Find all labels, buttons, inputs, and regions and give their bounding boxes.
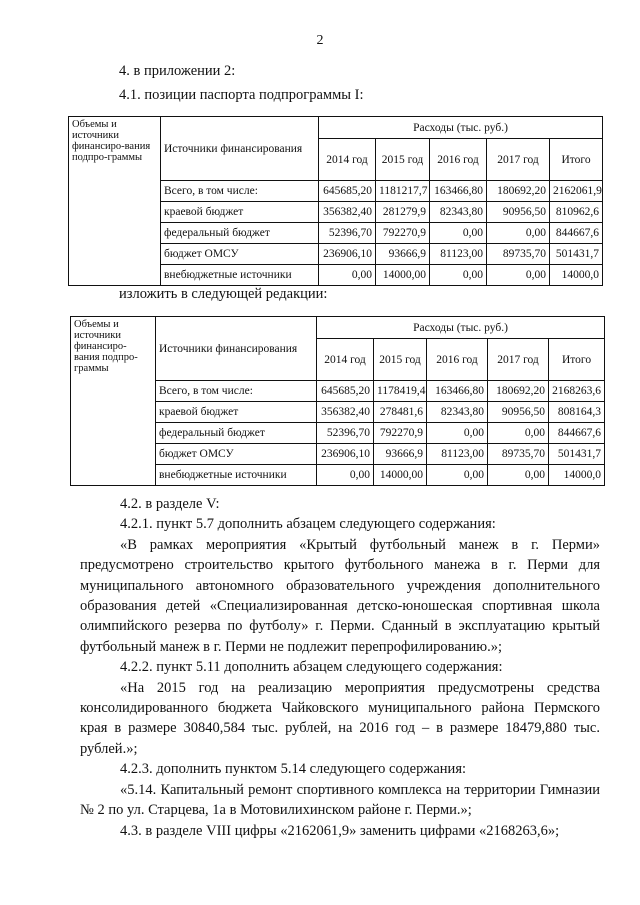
cell-value: 90956,50 xyxy=(488,402,549,423)
cell-value: 52396,70 xyxy=(319,223,376,244)
cell-value: 163466,80 xyxy=(427,381,488,402)
section-4-2: 4.2. в разделе V: xyxy=(120,496,220,512)
cell-value: 1178419,4 xyxy=(374,381,427,402)
section-4-2-2: 4.2.2. пункт 5.11 дополнить абзацем следующего содержания: xyxy=(120,659,503,676)
row-label-cell: Объемы и источники финансиро-вания подпро-граммы xyxy=(69,117,161,286)
row-source-label: краевой бюджет xyxy=(156,402,317,423)
row-source-label: Всего, в том числе: xyxy=(156,381,317,402)
section-4-2-2-quote: «На 2015 год на реализацию мероприятия предусмотрены средства консолидированного бюджета Чайковского муниципального района Пермского края в размере 30840,584 тыс. рублей, на 2016 год – в размере 18479,880 тыс. рублей.»; xyxy=(80,679,600,757)
intro-item-4: 4. в приложении 2: xyxy=(119,63,236,79)
cell-value: 0,00 xyxy=(427,465,488,486)
cell-value: 792270,9 xyxy=(376,223,430,244)
cell-value: 281279,9 xyxy=(376,202,430,223)
cell-value: 810962,6 xyxy=(550,202,603,223)
cell-value: 645685,20 xyxy=(319,181,376,202)
cell-value: 0,00 xyxy=(317,465,374,486)
page-number: 2 xyxy=(316,33,324,48)
cell-value: 501431,7 xyxy=(550,244,603,265)
replace-instruction: изложить в следующей редакции: xyxy=(119,286,328,302)
row-source-label: федеральный бюджет xyxy=(156,423,317,444)
year-header: 2014 год xyxy=(317,339,374,381)
cell-value: 792270,9 xyxy=(374,423,427,444)
cell-value: 278481,6 xyxy=(374,402,427,423)
cell-value: 0,00 xyxy=(430,223,487,244)
expenses-header: Расходы (тыс. руб.) xyxy=(317,317,605,339)
year-header: 2016 год xyxy=(427,339,488,381)
cell-value: 808164,3 xyxy=(549,402,605,423)
cell-value: 236906,10 xyxy=(317,444,374,465)
cell-value: 0,00 xyxy=(487,223,550,244)
section-4-2-1: 4.2.1. пункт 5.7 дополнить абзацем следующего содержания: xyxy=(120,516,496,533)
row-source-label: Всего, в том числе: xyxy=(161,181,319,202)
cell-value: 356382,40 xyxy=(319,202,376,223)
cell-value: 81123,00 xyxy=(427,444,488,465)
row-source-label: бюджет ОМСУ xyxy=(156,444,317,465)
section-4-2-3-quote: «5.14. Капитальный ремонт спортивного комплекса на территории Гимназии № 2 по ул. Старцева, 1а в Мотовилихинском районе г. Перми.»; xyxy=(80,781,600,819)
cell-value: 0,00 xyxy=(427,423,488,444)
row-source-label: федеральный бюджет xyxy=(161,223,319,244)
cell-value: 0,00 xyxy=(487,265,550,286)
row-source-label: бюджет ОМСУ xyxy=(161,244,319,265)
cell-value: 236906,10 xyxy=(319,244,376,265)
row-source-label: внебюджетные источники xyxy=(161,265,319,286)
cell-value: 81123,00 xyxy=(430,244,487,265)
year-header: 2016 год xyxy=(430,139,487,181)
section-4-2-3: 4.2.3. дополнить пунктом 5.14 следующего содержания: xyxy=(120,761,467,778)
cell-value: 82343,80 xyxy=(427,402,488,423)
cell-value: 93666,9 xyxy=(374,444,427,465)
cell-value: 82343,80 xyxy=(430,202,487,223)
cell-value: 0,00 xyxy=(430,265,487,286)
total-header: Итого xyxy=(549,339,605,381)
cell-value: 0,00 xyxy=(319,265,376,286)
cell-value: 14000,00 xyxy=(374,465,427,486)
year-header: 2017 год xyxy=(487,139,550,181)
cell-value: 844667,6 xyxy=(550,223,603,244)
cell-value: 1181217,7 xyxy=(376,181,430,202)
row-source-label: краевой бюджет xyxy=(161,202,319,223)
cell-value: 163466,80 xyxy=(430,181,487,202)
cell-value: 2162061,9 xyxy=(550,181,603,202)
year-header: 2015 год xyxy=(376,139,430,181)
year-header: 2017 год xyxy=(488,339,549,381)
financing-table-new xyxy=(70,316,605,486)
cell-value: 89735,70 xyxy=(487,244,550,265)
financing-table-old xyxy=(68,116,603,286)
cell-value: 89735,70 xyxy=(488,444,549,465)
cell-value: 180692,20 xyxy=(487,181,550,202)
cell-value: 844667,6 xyxy=(549,423,605,444)
cell-value: 14000,0 xyxy=(549,465,605,486)
sources-header: Источники финансирования xyxy=(161,117,319,181)
cell-value: 645685,20 xyxy=(317,381,374,402)
intro-item-4-1: 4.1. позиции паспорта подпрограммы I: xyxy=(119,87,364,103)
year-header: 2015 год xyxy=(374,339,427,381)
section-4-2-1-quote: «В рамках мероприятия «Крытый футбольный манеж в г. Перми» предусмотрено строительство крытого футбольного манежа в г. Перми для муниципального автономного образовательного учреждения дополнительного образования детей «Специализированная детско-юношеская спортивная школа олимпийского резерва по футболу» г. Перми. Сданный в эксплуатацию крытый футбольный манеж в г. Перми не подлежит перепрофилированию.»; xyxy=(80,536,600,655)
cell-value: 180692,20 xyxy=(488,381,549,402)
cell-value: 0,00 xyxy=(488,423,549,444)
cell-value: 14000,0 xyxy=(550,265,603,286)
total-header: Итого xyxy=(550,139,603,181)
year-header: 2014 год xyxy=(319,139,376,181)
sources-header: Источники финансирования xyxy=(156,317,317,381)
row-source-label: внебюджетные источники xyxy=(156,465,317,486)
cell-value: 0,00 xyxy=(488,465,549,486)
amendments-text xyxy=(80,494,600,841)
cell-value: 90956,50 xyxy=(487,202,550,223)
cell-value: 14000,00 xyxy=(376,265,430,286)
cell-value: 52396,70 xyxy=(317,423,374,444)
section-4-3: 4.3. в разделе VIII цифры «2162061,9» заменить цифрами «2168263,6»; xyxy=(120,822,560,839)
cell-value: 501431,7 xyxy=(549,444,605,465)
cell-value: 2168263,6 xyxy=(549,381,605,402)
expenses-header: Расходы (тыс. руб.) xyxy=(319,117,603,139)
cell-value: 93666,9 xyxy=(376,244,430,265)
cell-value: 356382,40 xyxy=(317,402,374,423)
row-label-cell: Объемы и источники финансиро-вания подпро-граммы xyxy=(71,317,156,486)
